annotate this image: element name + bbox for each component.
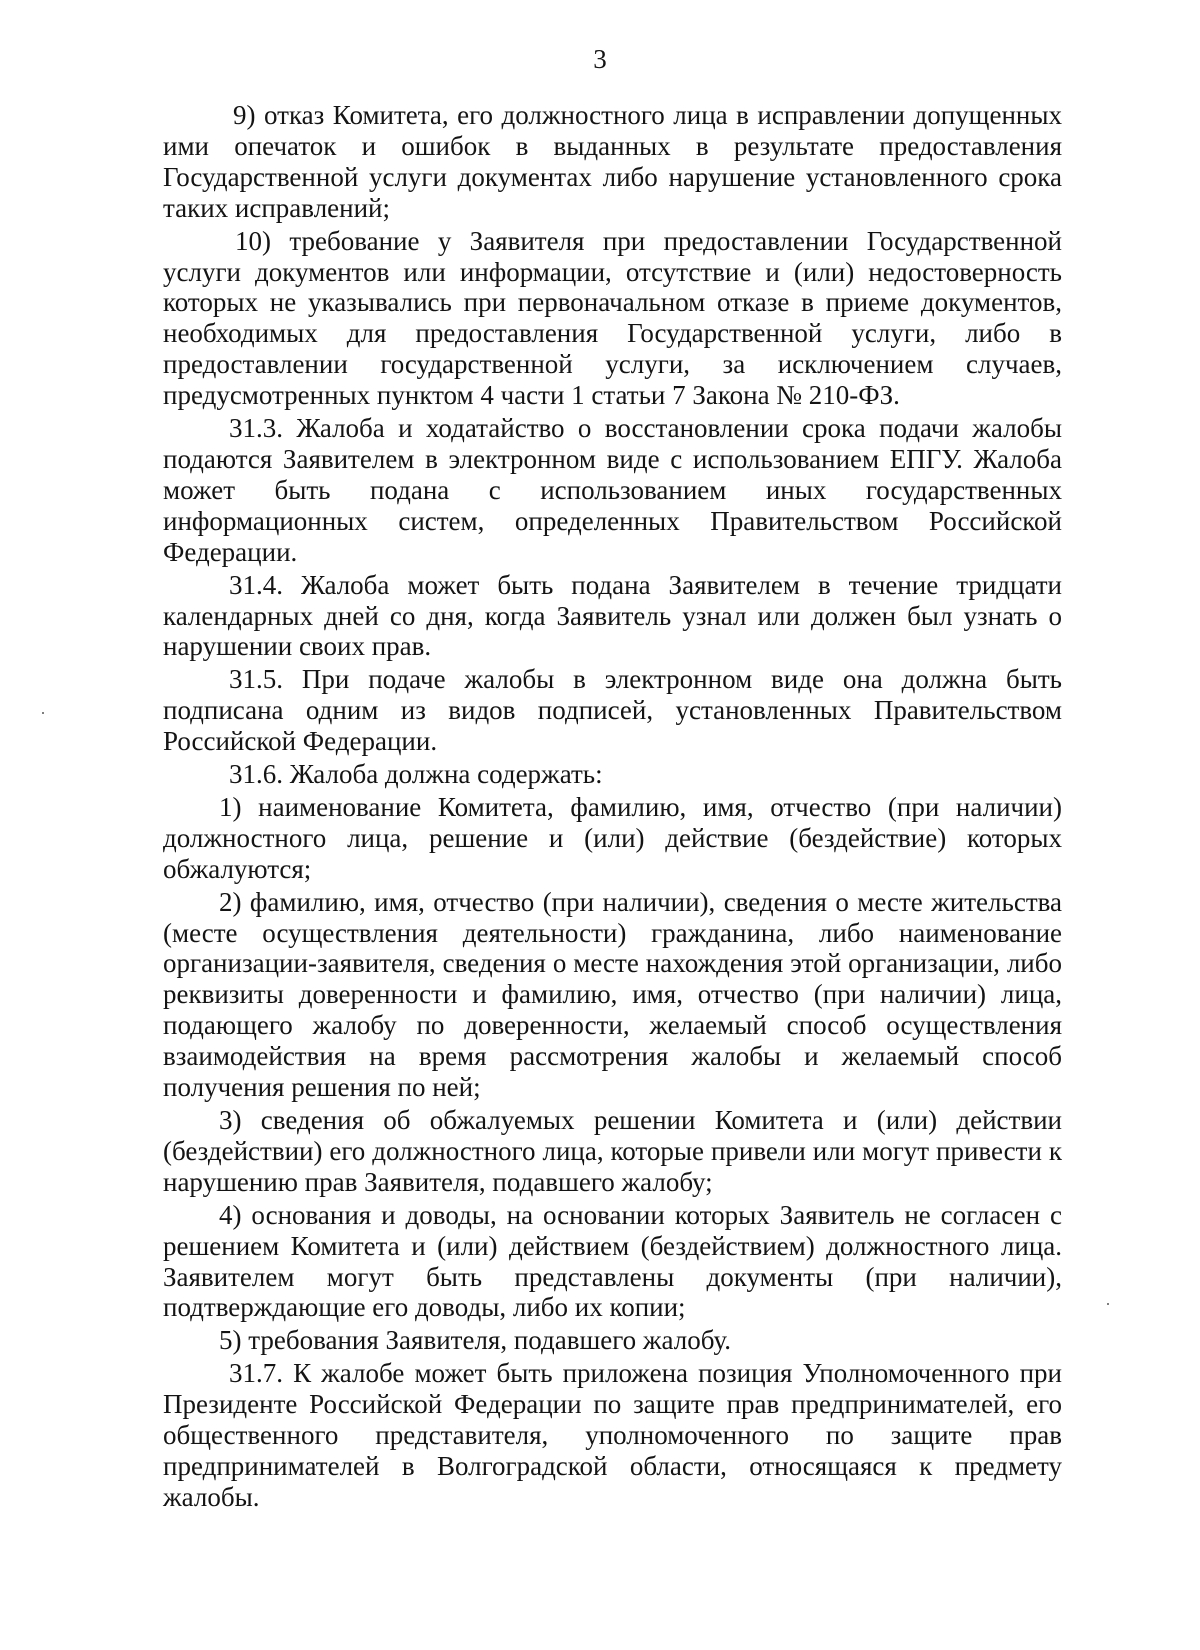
list-item-5: 5) требования Заявителя, подавшего жалобу. [219, 1325, 732, 1356]
list-item-2: 2) фамилию, имя, отчество (при наличии), сведения о месте жительства (месте осуществления деятельности) гражданина, либо наименование организации-заявителя, сведения о месте нахождения этой организации, либо реквизиты доверенности и фамилию, имя, отчество (при наличии) лица, подающего жалобу по доверенности, желаемый способ осуществления взаимодействия на время рассмотрения жалобы и желаемый способ получения решения по ней; [163, 886, 1062, 1103]
scan-speck [1107, 1303, 1109, 1305]
clause-31-4: 31.4. Жалоба может быть подана Заявителем в течение тридцати календарных дней со дня, когда Заявитель узнал или должен был узнать о нарушении своих прав. [163, 569, 1062, 662]
clause-31-7: 31.7. К жалобе может быть приложена позиция Уполномоченного при Президенте Российской Федерации по защите прав предпринимателей, его общественного представителя, уполномоченного по защите прав предпринимателей в Волгоградской области, относящаяся к предмету жалобы. [163, 1358, 1062, 1512]
page-number: 3 [593, 44, 607, 74]
clause-31-5: 31.5. При подаче жалобы в электронном виде она должна быть подписана одним из видов подписей, установленных Правительством Российской Федерации. [163, 664, 1062, 757]
list-item-3: 3) сведения об обжалуемых решении Комитета и (или) действии (бездействии) его должностного лица, которые привели или могут привести к нарушению прав Заявителя, подавшего жалобу; [163, 1105, 1062, 1197]
clause-31-3: 31.3. Жалоба и ходатайство о восстановлении срока подачи жалобы подаются Заявителем в электронном виде с использованием ЕПГУ. Жалоба может быть подана с использованием иных государственных информационных систем, определенных Правительством Российской Федерации. [163, 413, 1062, 567]
list-item-1: 1) наименование Комитета, фамилию, имя, отчество (при наличии) должностного лица, решение и (или) действие (бездействие) которых обжалуются; [163, 791, 1062, 884]
document-body [163, 100, 1062, 1513]
list-item-4: 4) основания и доводы, на основании которых Заявитель не согласен с решением Комитета и (или) действием (бездействием) должностного лица. Заявителем могут быть представлены документы (при наличии), подтверждающие его доводы, либо их копии; [163, 1199, 1062, 1323]
clause-31-6: 31.6. Жалоба должна содержать: [229, 759, 603, 790]
list-item-10: 10) требование у Заявителя при предоставлении Государственной услуги документов или информации, отсутствие и (или) недостоверность которых не указывались при первоначальном отказе в приеме документов, необходимых для предоставления Государственной услуги, либо в предоставлении государственной услуги, за исключением случаев, предусмотренных пунктом 4 части 1 статьи 7 Закона № 210-ФЗ. [163, 225, 1062, 411]
scan-speck [42, 712, 44, 714]
list-item-9: 9) отказ Комитета, его должностного лица в исправлении допущенных ими опечаток и ошибок в выданных в результате предоставления Государственной услуги документах либо нарушение установленного срока таких исправлений; [163, 100, 1062, 223]
